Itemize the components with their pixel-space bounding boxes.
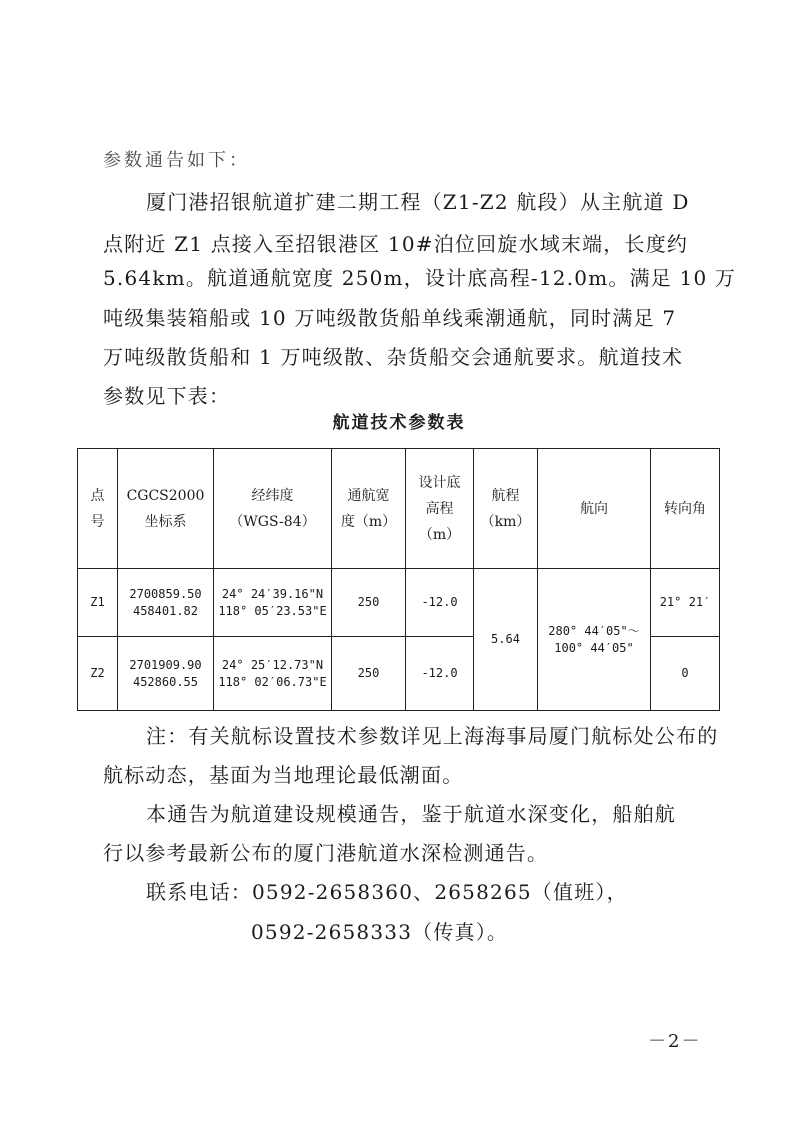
table-row	[78, 569, 720, 637]
cell-point: Z1	[78, 569, 118, 637]
paragraph-line: 吨级集装箱船或 10 万吨级散货船单线乘潮通航，同时满足 7	[103, 306, 677, 330]
cell-width: 250	[332, 637, 406, 711]
note-line: 注：有关航标设置技术参数详见上海海事局厦门航标处公布的	[146, 724, 719, 748]
notice-line: 行以参考最新公布的厦门港航道水深检测通告。	[103, 841, 549, 865]
cell-heading: 280° 44′05"～ 100° 44′05"	[538, 569, 651, 711]
paragraph-line: 万吨级散货船和 1 万吨级散、杂货船交会通航要求。航道技术	[103, 345, 684, 369]
table-header-row	[78, 449, 720, 569]
header-latlon: 经纬度 （WGS-84）	[214, 449, 332, 569]
paragraph-line: 厦门港招银航道扩建二期工程（Z1-Z2 航段）从主航道 D	[146, 190, 690, 214]
page-number: －2－	[648, 1031, 702, 1052]
contact-phone: 联系电话：0592-2658360、2658265（值班），	[146, 880, 628, 904]
notice-line: 本通告为航道建设规模通告，鉴于航道水深变化，船舶航	[146, 802, 676, 826]
header-point: 点 号	[78, 449, 118, 569]
lead-text: 参数通告如下：	[103, 150, 250, 171]
header-heading: 航向	[538, 449, 651, 569]
note-line: 航标动态，基面为当地理论最低潮面。	[103, 763, 464, 787]
table-title: 航道技术参数表	[332, 413, 466, 433]
cell-latlon: 24° 24′39.16"N 118° 05′23.53"E	[214, 569, 332, 637]
cell-coordinates: 2700859.50 458401.82	[118, 569, 214, 637]
header-cgcs: CGCS2000 坐标系	[118, 449, 214, 569]
cell-length: 5.64	[474, 569, 538, 711]
cell-turn-angle: 21° 21′	[651, 569, 720, 637]
header-width: 通航宽 度（m）	[332, 449, 406, 569]
cell-point: Z2	[78, 637, 118, 711]
cell-turn-angle: 0	[651, 637, 720, 711]
cell-latlon: 24° 25′12.73"N 118° 02′06.73"E	[214, 637, 332, 711]
paragraph-line: 参数见下表：	[103, 384, 231, 408]
header-length: 航程 （km）	[474, 449, 538, 569]
paragraph-line: 点附近 Z1 点接入至招银港区 10#泊位回旋水域末端，长度约	[103, 232, 689, 256]
header-elevation: 设计底 高程 （m）	[406, 449, 474, 569]
cell-elevation: -12.0	[406, 569, 474, 637]
header-turn-angle: 转向角	[651, 449, 720, 569]
channel-parameters-table	[77, 448, 720, 711]
paragraph-line: 5.64km。航道通航宽度 250m，设计底高程-12.0m。满足 10 万	[103, 266, 737, 290]
cell-coordinates: 2701909.90 452860.55	[118, 637, 214, 711]
cell-width: 250	[332, 569, 406, 637]
cell-elevation: -12.0	[406, 637, 474, 711]
contact-fax: 0592-2658333（传真）。	[251, 920, 509, 944]
